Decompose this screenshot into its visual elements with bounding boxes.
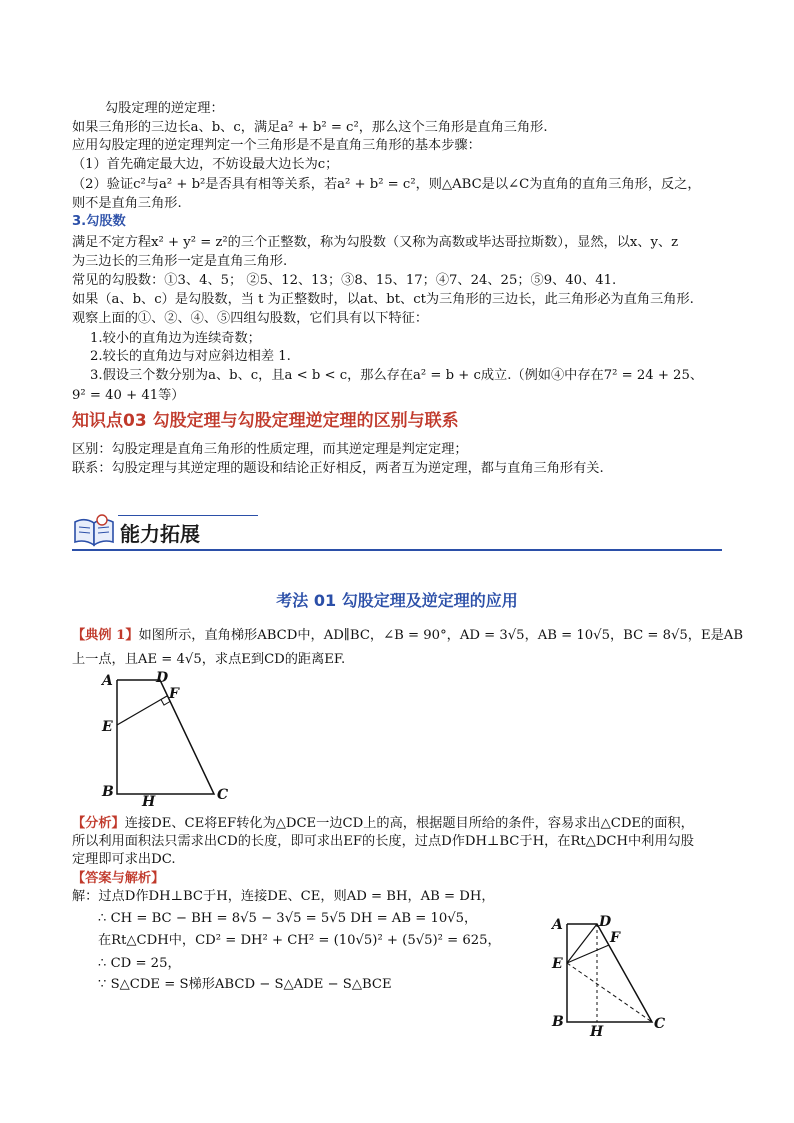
text-line: 常见的勾股数：①3、4、5； ②5、12、13；③8、15、17；④7、24、25；⑤9、40、41.: [72, 273, 617, 288]
text-line: 9² = 40 + 41等）: [72, 388, 185, 403]
text-line: 如果（a、b、c）是勾股数，当 t 为正整数时，以at、bt、ct为三角形的三边长，此三角形必为直角三角形.: [72, 292, 694, 307]
solution-line: ∵ S△CDE = S梯形ABCD − S△ADE − S△BCE: [98, 977, 392, 992]
label-b: B: [102, 784, 114, 800]
label-e: E: [552, 956, 563, 972]
trapezoid-solution-figure: [548, 912, 678, 1040]
text-line: 则不是直角三角形.: [72, 196, 182, 211]
trapezoid-figure: [98, 668, 238, 810]
label-a: A: [552, 917, 563, 933]
text-line: 观察上面的①、②、④、⑤四组勾股数，它们具有以下特征：: [72, 311, 429, 326]
segment-ef: [117, 696, 167, 725]
knowledge-point-heading: 知识点03 勾股定理与勾股定理逆定理的区别与联系: [72, 411, 459, 431]
text-line: 3.假设三个数分别为a、b、c，且a < b < c，那么存在a² = b + c成立.（例如④中存在7² = 24 + 25、: [90, 368, 704, 383]
solution-line: ∴ CH = BC − BH = 8√5 − 3√5 = 5√5 DH = AB = 10√5，: [98, 911, 478, 926]
label-e: E: [102, 719, 113, 735]
example-tag: 【典例 1】: [72, 628, 139, 643]
text-line: 满足不定方程x² + y² = z²的三个正整数，称为勾股数（又称为高数或毕达哥拉斯数），显然，以x、y、z: [72, 235, 679, 250]
analysis-line: [72, 815, 694, 832]
segment-ec: [567, 963, 652, 1022]
solution-line: 在Rt△CDH中，CD² = DH² + CH² = (10√5)² + (5√5)² = 625，: [98, 933, 501, 948]
method-heading: 考法 01 勾股定理及逆定理的应用: [276, 591, 518, 610]
label-f: F: [169, 686, 179, 702]
example-line: 上一点，且AE = 4√5，求点E到CD的距离EF.: [72, 652, 346, 667]
label-b: B: [552, 1014, 564, 1030]
solution-line: 解：过点D作DH⊥BC于H，连接DE、CE，则AD = BH，AB = DH，: [72, 889, 495, 904]
label-h: H: [142, 794, 156, 810]
analysis-tag: 【分析】: [72, 816, 125, 831]
label-f: F: [610, 930, 620, 946]
book-icon: [72, 512, 118, 550]
text-line: 1.较小的直角边为连续奇数；: [90, 331, 261, 346]
label-d: D: [599, 914, 612, 930]
label-a: A: [102, 673, 113, 689]
text-line: 勾股定理的逆定理：: [105, 101, 224, 116]
text-line: 应用勾股定理的逆定理判定一个三角形是不是直角三角形的基本步骤：: [72, 138, 481, 153]
text-line: （1）首先确定最大边，不妨设最大边长为c；: [72, 157, 339, 172]
analysis-line: 定理即可求出DC.: [72, 852, 176, 867]
text-line: （2）验证c²与a² + b²是否具有相等关系，若a² + b² = c²，则△ABC是以∠C为直角的直角三角形，反之，: [72, 177, 701, 192]
label-d: D: [156, 670, 169, 686]
example-text: 如图所示，直角梯形ABCD中，AD∥BC，∠B = 90°，AD = 3√5，AB = 10√5，BC = 8√5，E是AB: [138, 628, 744, 643]
label-h: H: [590, 1024, 604, 1040]
analysis-line: 所以利用面积法只需求出CD的长度，即可求出EF的长度，过点D作DH⊥BC于H，在Rt△DCH中利用勾股: [72, 834, 694, 849]
label-c: C: [217, 787, 229, 803]
section-heading: 3.勾股数: [72, 214, 126, 229]
example-line: [72, 627, 743, 644]
solution-tag: 【答案与解析】: [72, 871, 165, 886]
text-line: 2.较长的直角边与对应斜边相差 1.: [90, 349, 291, 364]
text-line: 联系：勾股定理与其逆定理的题设和结论正好相反，两者互为逆定理，都与直角三角形有关.: [72, 461, 604, 476]
banner-rule: [72, 549, 722, 551]
text-line: 区别：勾股定理是直角三角形的性质定理，而其逆定理是判定定理；: [72, 442, 468, 457]
banner-title: 能力拓展: [120, 522, 200, 546]
text-line: 如果三角形的三边长a、b、c，满足a² + b² = c²，那么这个三角形是直角三角形.: [72, 120, 548, 135]
analysis-text: 连接DE、CE将EF转化为△DCE一边CD上的高，根据题目所给的条件，容易求出△CDE的面积，: [124, 816, 694, 831]
label-c: C: [654, 1016, 666, 1032]
banner-top-rule: [118, 515, 258, 516]
text-line: 为三边长的三角形一定是直角三角形.: [72, 254, 288, 269]
solution-line: ∴ CD = 25，: [98, 956, 181, 971]
